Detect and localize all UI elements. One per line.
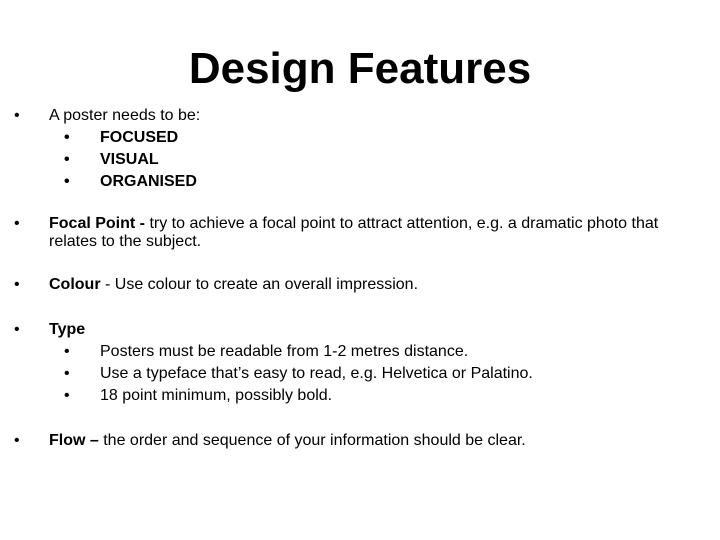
bullet-flow <box>0 432 720 450</box>
bullet-poster-line <box>0 107 720 125</box>
bullet-marker: • <box>14 276 20 293</box>
bullet-type-line <box>0 321 720 339</box>
bullet-focal-line <box>0 215 720 251</box>
bullet-marker: • <box>14 321 20 338</box>
sub-bullet-readable <box>0 343 720 361</box>
bullet-flow-text: the order and sequence of your information should be clear. <box>103 432 526 449</box>
sub-bullet-point-size <box>0 387 720 405</box>
slide-title: Design Features <box>188 44 532 93</box>
bullet-marker: • <box>64 151 70 168</box>
bullet-marker: • <box>64 343 70 360</box>
sub-bullet-typeface <box>0 365 720 383</box>
bullet-flow-line <box>0 432 720 450</box>
sub-bullet-text: 18 point minimum, possibly bold. <box>100 387 333 404</box>
bullet-type-label: Type <box>49 321 86 338</box>
bullet-marker: • <box>64 173 70 190</box>
bullet-poster-text: A poster needs to be: <box>49 107 201 124</box>
sub-bullet-focused <box>0 129 720 147</box>
sub-bullet-text: ORGANISED <box>100 173 197 190</box>
bullet-marker: • <box>14 215 20 232</box>
bullet-colour <box>0 276 720 294</box>
sub-bullet-text: VISUAL <box>100 151 159 168</box>
sub-bullet-text: Posters must be readable from 1-2 metres distance. <box>100 343 469 360</box>
bullet-colour-label: Colour <box>49 276 101 293</box>
bullet-colour-text: - Use colour to create an overall impression. <box>100 276 419 293</box>
bullet-flow-label: Flow – <box>49 432 104 449</box>
bullet-marker: • <box>64 129 70 146</box>
bullet-focal-text: try to achieve a focal point to attract attention, e.g. a dramatic photo that relates to the subject. <box>49 215 659 250</box>
bullet-marker: • <box>14 432 20 449</box>
bullet-marker: • <box>14 107 20 124</box>
bullet-marker: • <box>64 365 70 382</box>
sub-bullet-text: FOCUSED <box>100 129 179 146</box>
sub-bullet-text: Use a typeface that’s easy to read, e.g. Helvetica or Palatino. <box>100 365 533 382</box>
sub-bullet-visual <box>0 151 720 169</box>
bullet-marker: • <box>64 387 70 404</box>
bullet-poster <box>0 107 720 191</box>
bullet-type <box>0 321 720 405</box>
bullet-colour-line <box>0 276 720 294</box>
bullet-focal-point <box>0 215 720 251</box>
bullet-focal-label: Focal Point - <box>49 215 150 232</box>
sub-bullet-organised <box>0 173 720 191</box>
